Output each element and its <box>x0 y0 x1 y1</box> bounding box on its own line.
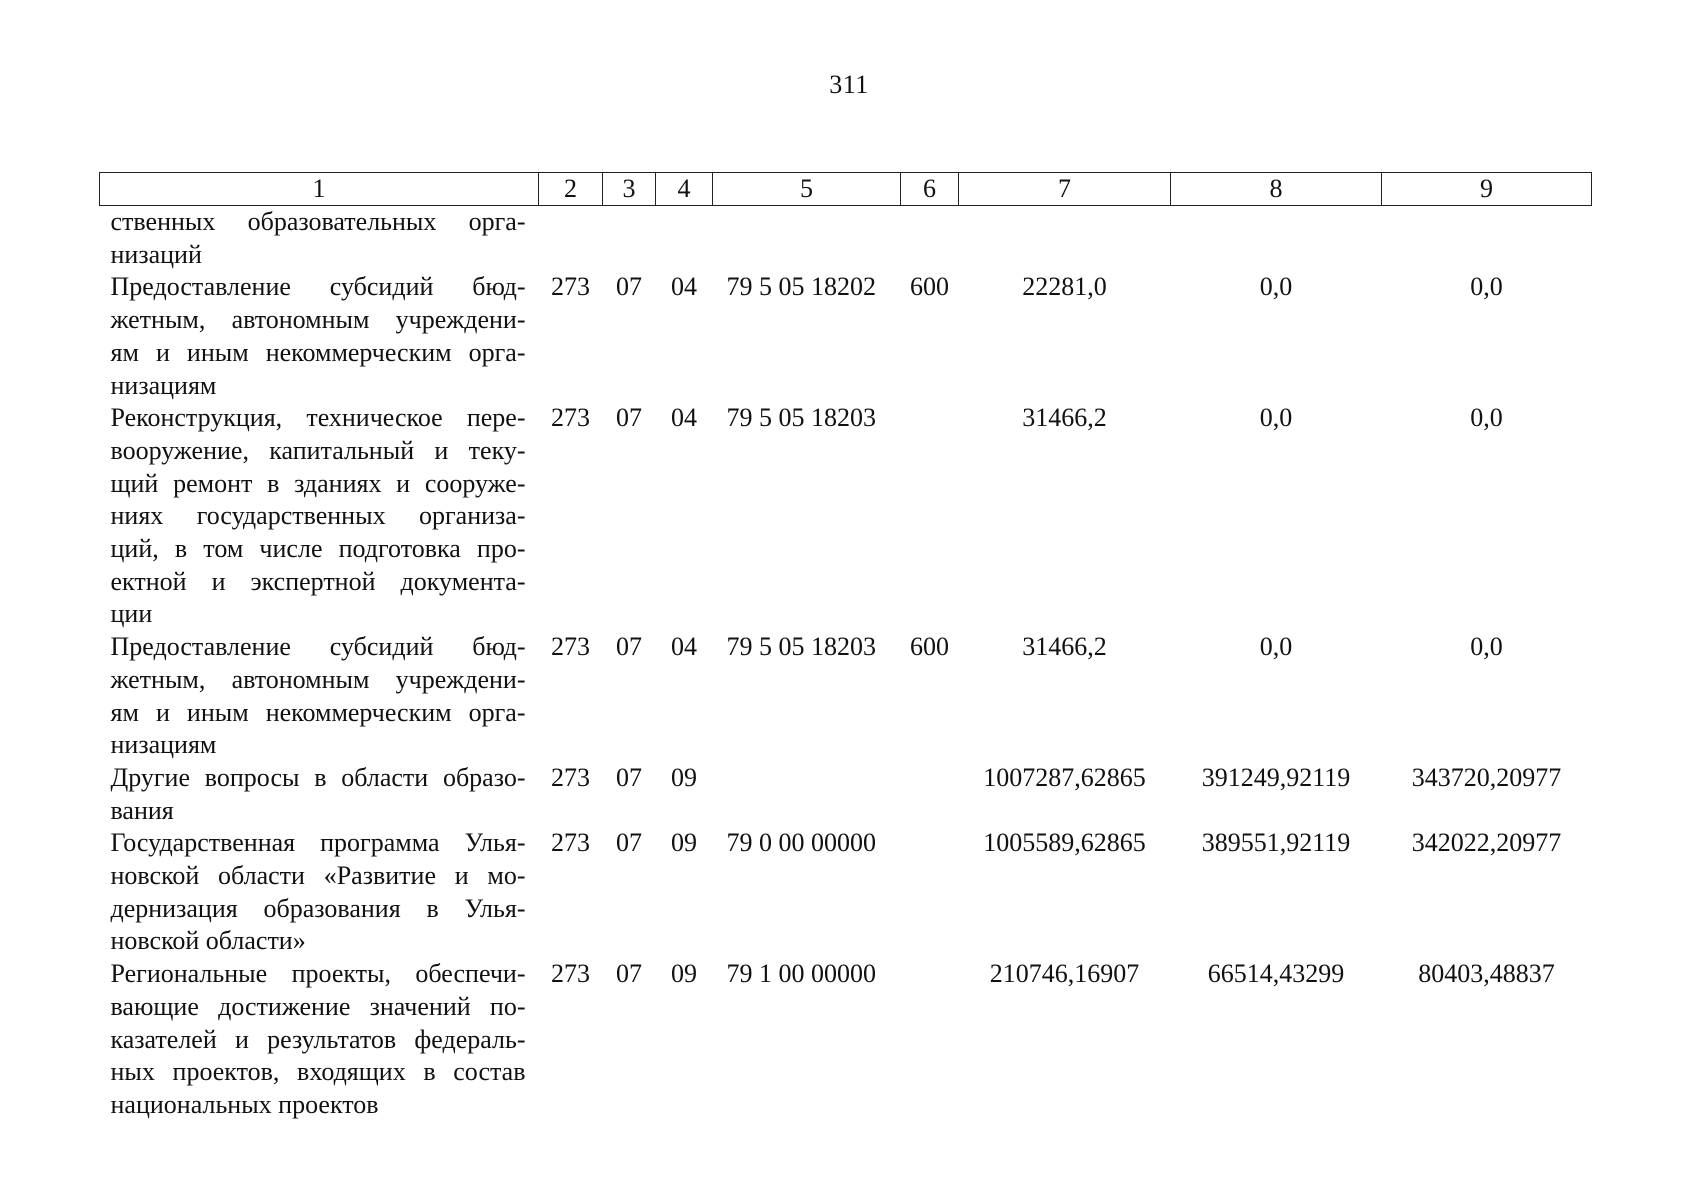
expense-type-code <box>901 402 959 631</box>
subsection-code: 04 <box>671 403 697 433</box>
expense-type-code <box>901 827 959 958</box>
amount-column-8: 0,0 <box>1259 632 1293 662</box>
amount-column-7: 31466,2 <box>1022 632 1107 662</box>
table-row <box>100 402 1592 631</box>
subsection-code: 09 <box>671 828 697 858</box>
row-name-line: ственных образовательных орга- <box>110 207 526 236</box>
row-name-line: новской области «Развитие и мо- <box>110 861 526 891</box>
row-name-line: ям и иным некоммерческим орга- <box>110 337 526 367</box>
row-name-line: ции <box>110 599 153 629</box>
section-code: 273 <box>551 828 590 858</box>
amount-column-9: 0,0 <box>1470 632 1503 662</box>
amount-column-9: 342022,20977 <box>1411 828 1562 858</box>
row-name-line: вающие достижение значений по- <box>110 991 526 1021</box>
table-row <box>100 827 1592 958</box>
row-name-line: вания <box>110 795 174 825</box>
page-number: 311 <box>829 70 869 99</box>
row-name-line: Предоставление субсидий бюд- <box>110 272 526 302</box>
table-row <box>100 958 1592 1122</box>
amount-column-8: 391249,92119 <box>1201 762 1351 792</box>
row-name <box>100 762 539 827</box>
subsection-code: 09 <box>671 959 697 989</box>
target-article-code: 79 5 05 18203 <box>726 632 876 662</box>
table-body <box>100 206 1592 1122</box>
column-header-8: 8 <box>1171 173 1382 206</box>
column-header-7: 7 <box>959 173 1171 206</box>
budget-table <box>99 172 1592 1122</box>
subsection-code <box>656 206 713 272</box>
subsection-code: 04 <box>671 272 697 302</box>
target-article-code: 79 0 00 00000 <box>726 828 876 858</box>
amount-column-8 <box>1171 206 1382 272</box>
row-name-line: ям и иным некоммерческим орга- <box>110 697 526 727</box>
amount-column-9 <box>1382 206 1592 272</box>
chapter-code: 07 <box>616 403 642 433</box>
row-name <box>100 402 539 631</box>
section-code <box>539 206 603 272</box>
column-header-5: 5 <box>713 173 901 206</box>
table-row <box>100 271 1592 402</box>
row-name-line: низаций <box>110 239 202 269</box>
row-name <box>100 206 539 272</box>
row-name-line: национальных проектов <box>110 1089 379 1119</box>
row-name-line: ектной и экспертной документа- <box>110 566 526 596</box>
expense-type-code: 600 <box>910 632 949 662</box>
chapter-code: 07 <box>616 632 642 662</box>
row-name <box>100 827 539 958</box>
amount-column-8: 389551,92119 <box>1201 828 1351 858</box>
table-row <box>100 206 1592 272</box>
row-name <box>100 958 539 1122</box>
column-header-1: 1 <box>100 173 539 206</box>
section-code: 273 <box>551 272 590 302</box>
row-name-line: Государственная программа Улья- <box>110 828 526 858</box>
row-name-line: ных проектов, входящих в состав <box>110 1057 526 1087</box>
column-header-6: 6 <box>901 173 959 206</box>
row-name-line: жетным, автономным учреждени- <box>110 305 526 335</box>
table-row <box>100 762 1592 827</box>
amount-column-7: 31466,2 <box>1022 403 1107 433</box>
row-name-line: Региональные проекты, обеспечи- <box>110 959 526 989</box>
target-article-code: 79 5 05 18203 <box>726 403 876 433</box>
table-header <box>100 173 1592 206</box>
expense-type-code <box>901 762 959 827</box>
section-code: 273 <box>551 959 590 989</box>
target-article-code: 79 1 00 00000 <box>726 959 876 989</box>
row-name-line: низациям <box>110 730 217 760</box>
row-name-line: казателей и результатов федераль- <box>110 1024 526 1054</box>
amount-column-7: 1005589,62865 <box>983 828 1146 858</box>
amount-column-9: 0,0 <box>1470 272 1503 302</box>
amount-column-7: 210746,16907 <box>989 959 1140 989</box>
expense-type-code <box>901 206 959 272</box>
subsection-code: 04 <box>671 632 697 662</box>
expense-type-code <box>901 958 959 1122</box>
row-name-line: новской области» <box>110 926 306 956</box>
amount-column-7 <box>959 206 1171 272</box>
column-header-4: 4 <box>656 173 713 206</box>
column-header-3: 3 <box>603 173 656 206</box>
column-header-9: 9 <box>1382 173 1592 206</box>
row-name <box>100 271 539 402</box>
chapter-code: 07 <box>616 828 642 858</box>
amount-column-7: 22281,0 <box>1022 272 1107 302</box>
section-code: 273 <box>551 403 590 433</box>
amount-column-8: 66514,43299 <box>1207 959 1345 989</box>
amount-column-8: 0,0 <box>1259 272 1293 302</box>
target-article-code: 79 5 05 18202 <box>726 272 876 302</box>
target-article-code <box>713 206 901 272</box>
chapter-code <box>603 206 656 272</box>
amount-column-9: 0,0 <box>1470 403 1503 433</box>
row-name-line: жетным, автономным учреждени- <box>110 664 526 694</box>
column-header-2: 2 <box>539 173 603 206</box>
row-name-line: Предоставление субсидий бюд- <box>110 632 526 662</box>
target-article-code <box>713 762 901 827</box>
section-code: 273 <box>551 762 590 792</box>
section-code: 273 <box>551 632 590 662</box>
row-name <box>100 631 539 762</box>
row-name-line: ций, в том числе подготовка про- <box>110 534 526 564</box>
row-name-line: низациям <box>110 370 217 400</box>
amount-column-8: 0,0 <box>1259 403 1293 433</box>
row-name-line: дернизация образования в Улья- <box>110 893 526 923</box>
row-name-line: Реконструкция, техническое пере- <box>110 403 526 433</box>
chapter-code: 07 <box>616 959 642 989</box>
row-name-line: ниях государственных организа- <box>110 501 526 531</box>
chapter-code: 07 <box>616 762 642 792</box>
row-name-line: Другие вопросы в области образо- <box>110 762 526 792</box>
expense-type-code: 600 <box>910 272 949 302</box>
amount-column-7: 1007287,62865 <box>983 762 1146 792</box>
amount-column-9: 343720,20977 <box>1411 762 1562 792</box>
table-row <box>100 631 1592 762</box>
amount-column-9: 80403,48837 <box>1418 959 1555 989</box>
row-name-line: щий ремонт в зданиях и сооруже- <box>110 468 526 498</box>
subsection-code: 09 <box>671 762 697 792</box>
chapter-code: 07 <box>616 272 642 302</box>
row-name-line: вооружение, капитальный и теку- <box>110 435 526 465</box>
